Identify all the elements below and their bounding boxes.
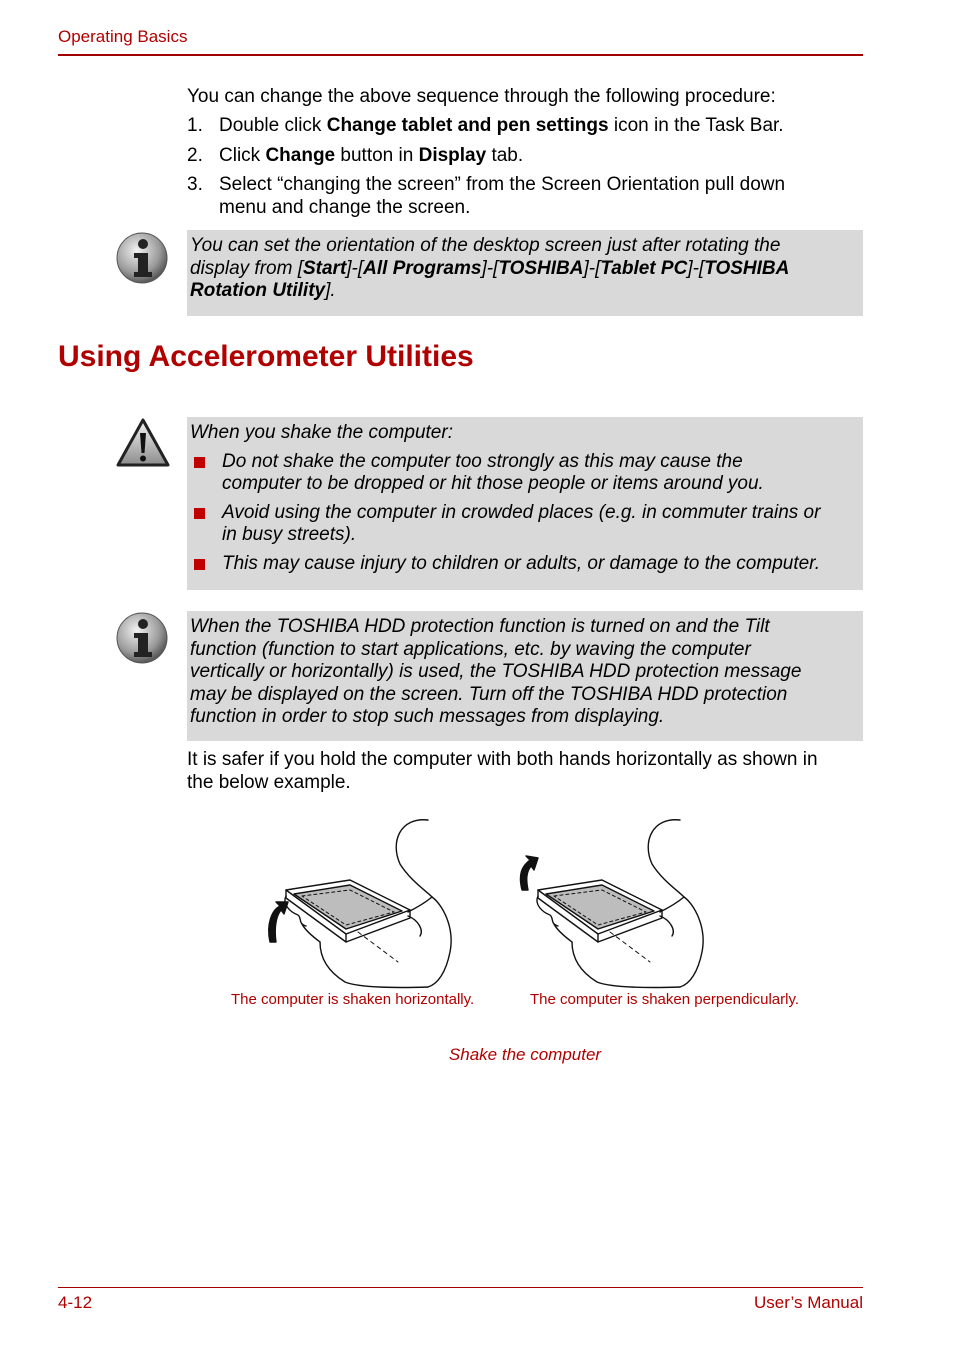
- running-header: Operating Basics: [58, 27, 188, 46]
- note-text: ].: [325, 280, 336, 301]
- note-text: display from [: [190, 257, 303, 279]
- bullet-text: Do not shake the computer too strongly as this may cause the: [222, 450, 743, 472]
- note-text: ]-[: [481, 257, 499, 279]
- warning-icon: [115, 417, 171, 476]
- step-3: [187, 173, 863, 219]
- section-title: Using Accelerometer Utilities: [58, 340, 474, 373]
- caption-horizontal: The computer is shaken horizontally.: [231, 991, 475, 1008]
- note-text: vertically or horizontally) is used, the TOSHIBA HDD protection message: [190, 661, 802, 682]
- step-text: icon in the Task Bar.: [608, 115, 784, 136]
- step-bold: Change: [265, 145, 336, 166]
- caption-perpendicular: The computer is shaken perpendicularly.: [530, 991, 800, 1008]
- note-text: You can set the orientation of the desktop screen just after rotating the: [190, 235, 781, 256]
- note-text: ]-[: [687, 257, 705, 279]
- step-text: Click: [219, 145, 266, 166]
- bullet-text: This may cause injury to children or adults, or damage to the computer.: [222, 552, 821, 574]
- step-1: [187, 114, 863, 137]
- footer-rule: [58, 1287, 863, 1288]
- bullet-square: [194, 457, 205, 468]
- note-hdd-protection: [187, 611, 863, 741]
- bullet-text: Avoid using the computer in crowded places (e.g. in commuter trains or: [222, 501, 821, 523]
- shake-illustration: [250, 812, 730, 992]
- note-bold: Rotation Utility: [190, 280, 326, 301]
- body-text: It is safer if you hold the computer with both hands horizontally as shown in: [187, 749, 818, 770]
- note-bold: Start: [302, 257, 347, 279]
- warning-bullet: [190, 451, 860, 496]
- step-text: Select “changing the screen” from the Screen Orientation pull down: [219, 174, 786, 195]
- note-text: may be displayed on the screen. Turn off the TOSHIBA HDD protection: [190, 683, 788, 705]
- safer-text: [187, 748, 818, 794]
- note-text: ]-[: [346, 257, 364, 279]
- info-icon: [115, 611, 169, 670]
- note-text: When the TOSHIBA HDD protection function is turned on and the Tilt: [190, 616, 770, 637]
- step-text: Double click: [219, 115, 327, 136]
- step-text: button in: [335, 145, 419, 166]
- bullet-text: computer to be dropped or hit those people or items around you.: [222, 473, 764, 494]
- step-2: [187, 144, 863, 167]
- warning-box: [187, 417, 863, 590]
- header-rule: [58, 54, 863, 56]
- manual-title: User’s Manual: [754, 1293, 863, 1312]
- note-text: ]-[: [583, 257, 601, 279]
- bullet-text: in busy streets).: [222, 524, 357, 545]
- note-bold: Tablet PC: [600, 257, 688, 279]
- intro-text: You can change the above sequence through the following procedure:: [187, 86, 776, 107]
- step-bold: Display: [418, 145, 487, 166]
- step-number: 3.: [187, 174, 203, 195]
- note-text: function in order to stop such messages from displaying.: [190, 706, 665, 727]
- step-bold: Change tablet and pen settings: [326, 115, 609, 136]
- note-text: function (function to start applications, etc. by waving the computer: [190, 638, 751, 660]
- step-number: 1.: [187, 115, 203, 136]
- note-bold: TOSHIBA: [498, 257, 584, 279]
- page-number: 4-12: [58, 1293, 93, 1312]
- step-text: menu and change the screen.: [219, 197, 471, 218]
- warning-lead: When you shake the computer:: [190, 422, 453, 443]
- figure-caption: Shake the computer: [448, 1045, 602, 1064]
- bullet-square: [194, 508, 205, 519]
- note-bold: TOSHIBA: [704, 257, 790, 279]
- bullet-square: [194, 559, 205, 570]
- warning-bullet: [190, 553, 860, 576]
- step-number: 2.: [187, 145, 203, 166]
- body-text: the below example.: [187, 772, 351, 793]
- warning-bullet: [190, 502, 860, 547]
- step-text: tab.: [486, 145, 524, 166]
- info-icon: [115, 231, 169, 290]
- note-bold: All Programs: [363, 257, 482, 279]
- note-orientation: [187, 230, 863, 316]
